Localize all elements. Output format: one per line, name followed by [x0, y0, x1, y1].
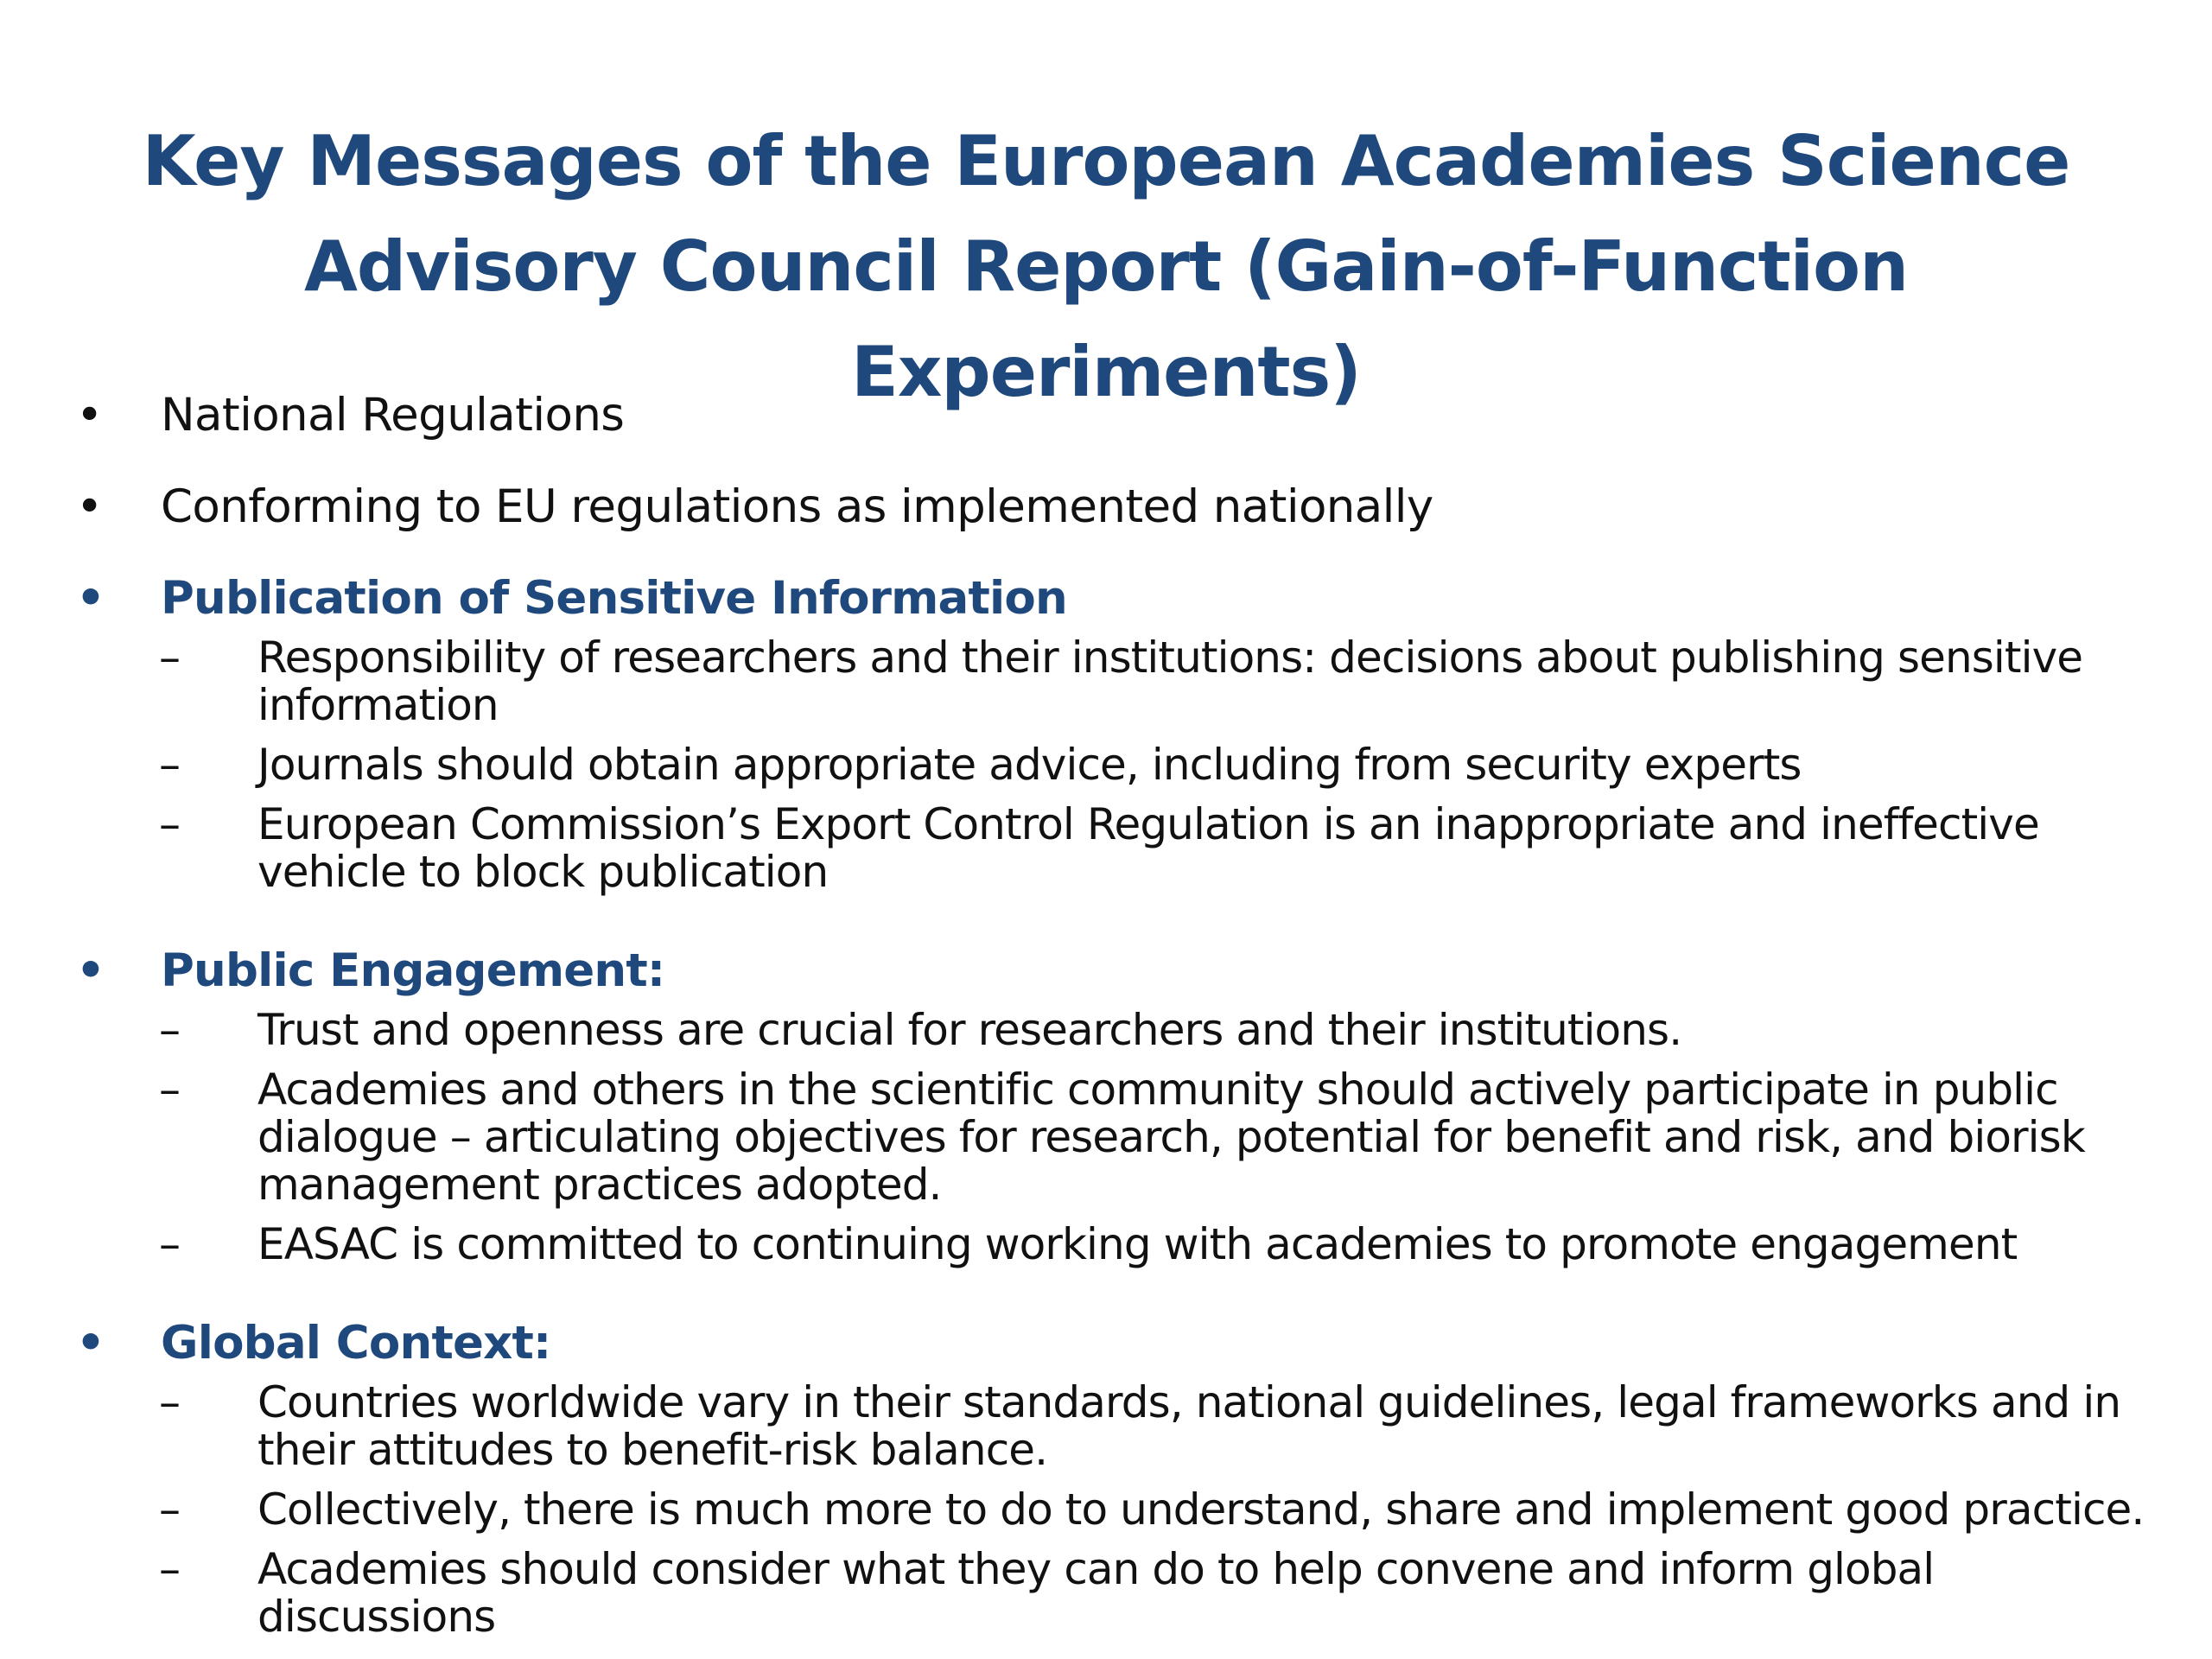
section-heading-label: Global Context: — [161, 1317, 551, 1370]
bullet-item-eu-regulations — [76, 482, 2167, 532]
sub-item — [159, 1219, 2167, 1269]
sub-item — [159, 1484, 2167, 1535]
section-heading-label: Publication of Sensitive Information — [161, 572, 1067, 625]
sub-list-public-engagement — [76, 1007, 2167, 1268]
section-heading-label: Public Engagement: — [161, 944, 665, 997]
bullet-item-label: Conforming to EU regulations as implemented nationally — [161, 480, 1433, 533]
bullet-item-label: National Regulations — [161, 389, 625, 442]
sub-item — [159, 1377, 2167, 1475]
section-heading-publication — [76, 574, 2167, 624]
bullet-marker: • — [76, 480, 103, 533]
dash-marker: – — [159, 632, 181, 683]
section-heading-global-context — [76, 1319, 2167, 1369]
sub-item-text: Trust and openness are crucial for researchers and their institutions. — [257, 1005, 1682, 1055]
sub-item-text: Responsibility of researchers and their institutions: decisions about publishing sensitive information — [257, 632, 2083, 730]
dash-marker: – — [159, 1484, 181, 1535]
dash-marker: – — [159, 1065, 181, 1115]
sub-item-text: EASAC is committed to continuing working with academies to promote engagement — [257, 1219, 2018, 1269]
sub-list-publication — [76, 634, 2167, 896]
dash-marker: – — [159, 1005, 181, 1055]
dash-marker: – — [159, 1544, 181, 1594]
sub-item-text: Journals should obtain appropriate advice, including from security experts — [257, 740, 1802, 790]
bullet-marker: • — [76, 1317, 105, 1370]
dash-marker: – — [159, 1377, 181, 1427]
bullet-list — [76, 391, 2167, 1653]
sub-item-text: Countries worldwide vary in their standards, national guidelines, legal frameworks and in their attitudes to benefit-risk balance. — [257, 1377, 2121, 1475]
dash-marker: – — [159, 1219, 181, 1269]
dash-marker: – — [159, 740, 181, 790]
bullet-marker: • — [76, 944, 105, 997]
sub-item — [159, 632, 2167, 730]
sub-item — [159, 799, 2167, 897]
sub-item-text: Academies and others in the scientific community should actively participate in public dialogue – articulating objectives for research, potential for benefit and risk, and biorisk management practices adopted. — [257, 1065, 2085, 1210]
sub-item-text: European Commission’s Export Control Regulation is an inappropriate and ineffective vehicle to block publication — [257, 799, 2039, 897]
section-heading-public-engagement — [76, 946, 2167, 996]
bullet-marker: • — [76, 389, 103, 442]
sub-item — [159, 1065, 2167, 1210]
slide-title — [52, 109, 2160, 425]
sub-item — [159, 1005, 2167, 1055]
bullet-item-national-regulations — [76, 391, 2167, 441]
slide-title-line-1: Key Messages of the European Academies Science — [142, 121, 2070, 201]
sub-item — [159, 740, 2167, 790]
sub-item-text: Collectively, there is much more to do to understand, share and implement good practice. — [257, 1484, 2145, 1535]
sub-list-global-context — [76, 1379, 2167, 1641]
sub-item-text: Academies should consider what they can do to help convene and inform global discussions — [257, 1544, 1935, 1642]
sub-item — [159, 1544, 2167, 1642]
bullet-marker: • — [76, 572, 105, 625]
dash-marker: – — [159, 799, 181, 849]
slide-title-line-2: Advisory Council Report (Gain-of-Function Experiments) — [303, 226, 1909, 412]
